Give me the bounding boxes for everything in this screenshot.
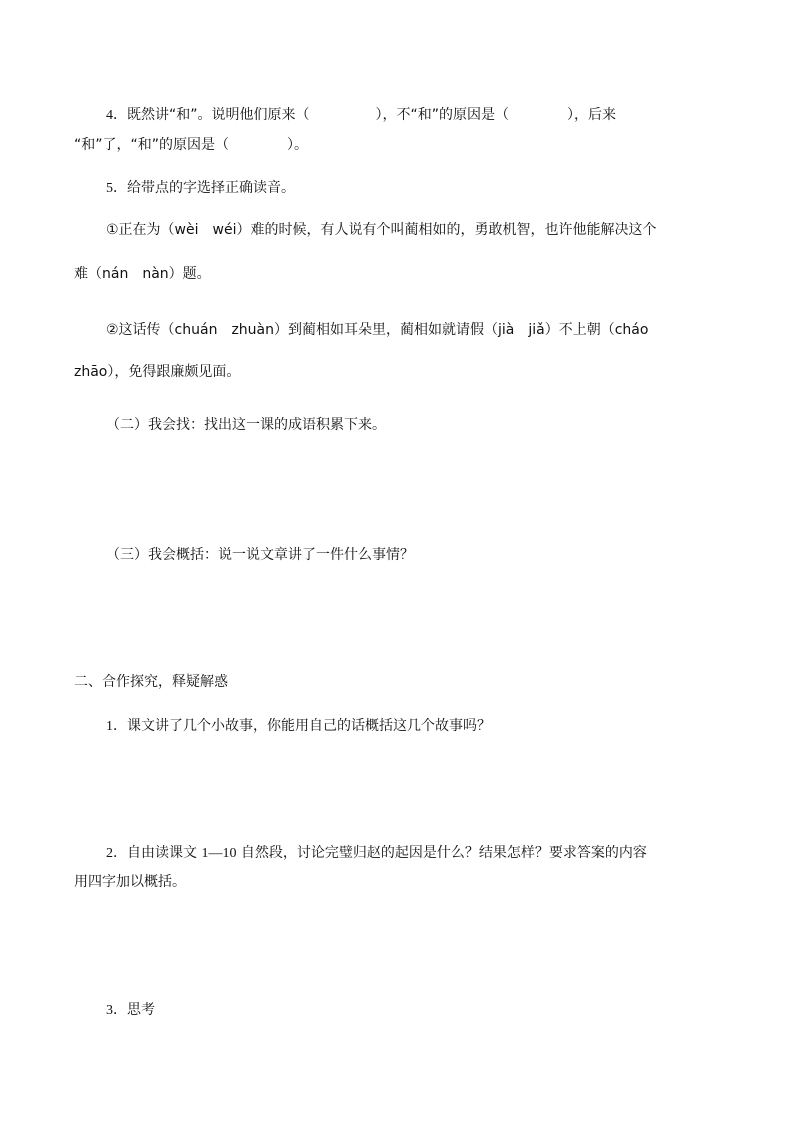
- q5-text: 给带点的字选择正确读音。: [127, 180, 295, 196]
- q5-number: 5．: [106, 181, 127, 196]
- problem-2-text-a: 自由读课文: [127, 845, 202, 861]
- q5-sentence1-line1: ①正在为（wèi wéi）难的时候，有人说有个叫蔺相如的，勇敢机智，也许他能解决这个: [106, 222, 657, 238]
- problem-3-number: 3．: [106, 1003, 127, 1018]
- q4-text-d: “和”了，“和”的原因是（: [74, 137, 230, 153]
- problem-1: [106, 716, 491, 737]
- problem-1-text: 课文讲了几个小故事，你能用自己的话概括这几个故事吗？: [127, 718, 491, 734]
- part-three-heading: （三）我会概括：说一说文章讲了一件什么事情？: [106, 547, 414, 563]
- q5-sentence2-line1: ②这话传（chuán zhuàn）到蔺相如耳朵里，蔺相如就请假（jià jiǎ）不上朝（cháo: [106, 322, 649, 338]
- problem-2-line2: 用四字加以概括。: [74, 874, 186, 890]
- q4-line2: [74, 135, 308, 155]
- problem-2-line1: [106, 843, 647, 864]
- q4-text-b: ），不“和”的原因是（: [375, 107, 510, 123]
- q5-line: [106, 178, 295, 199]
- q5-sentence1-line2: 难（nán nàn）题。: [74, 266, 211, 282]
- part-two-heading: （二）我会找：找出这一课的成语积累下来。: [106, 417, 386, 433]
- q4-text-a: 既然讲“和”。说明他们原来（: [127, 107, 310, 123]
- q4-text-c: ），后来: [567, 107, 617, 123]
- problem-1-number: 1．: [106, 719, 127, 734]
- q4-line1: [106, 105, 616, 126]
- problem-2-number: 2．: [106, 846, 127, 861]
- q4-text-e: ）。: [287, 137, 309, 153]
- problem-3-text: 思考: [127, 1002, 155, 1018]
- problem-2-range: 1—10: [201, 846, 237, 861]
- section-two-heading: 二、合作探究，释疑解惑: [74, 674, 228, 690]
- q4-number: 4．: [106, 108, 127, 123]
- problem-2-text-b: 自然段，讨论完璧归赵的起因是什么？结果怎样？要求答案的内容: [236, 845, 647, 861]
- problem-3: [106, 1000, 155, 1021]
- q5-sentence2-line2: zhāo），免得跟廉颇见面。: [74, 364, 241, 380]
